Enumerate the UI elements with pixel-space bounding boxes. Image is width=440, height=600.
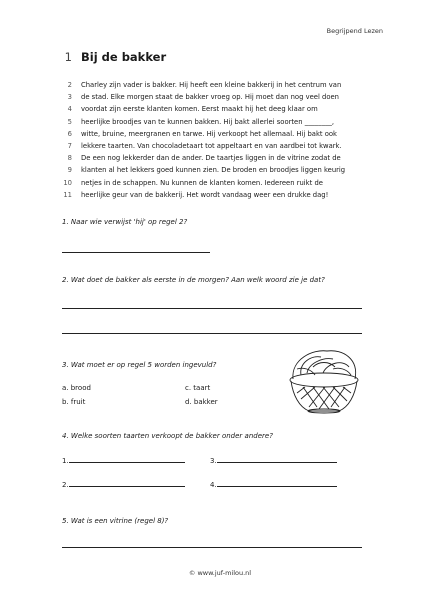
story-line — [62, 116, 382, 128]
line-text: witte, bruine, meergranen en tarwe. Hij verkoopt het allemaal. Hij bakt ook — [81, 129, 337, 138]
story-line — [62, 177, 382, 189]
page-title: Bij de bakker — [81, 50, 167, 64]
story-line — [62, 103, 382, 115]
blank-1-line[interactable] — [69, 456, 185, 463]
question-5: 5. Wat is een vitrine (regel 8)? — [62, 517, 169, 525]
line-text: netjes in de schappen. Nu kunnen de klanten komen. Iedereen ruikt de — [81, 178, 323, 187]
blank-1-label: 1. — [62, 457, 69, 465]
line-text: de stad. Elke morgen staat de bakker vroeg op. Hij moet dan nog veel doen — [81, 93, 339, 102]
blank-2[interactable] — [62, 480, 185, 489]
story-line — [62, 164, 382, 176]
answer-line-q2a[interactable] — [62, 308, 362, 309]
line-text: De een nog lekkerder dan de ander. De taartjes liggen in de vitrine zodat de — [81, 154, 341, 163]
line-number: 8 — [67, 154, 72, 163]
choice-b[interactable]: b. fruit — [62, 398, 86, 406]
line-number: 11 — [63, 190, 72, 199]
line-text: lekkere taarten. Van chocoladetaart tot appeltaart en van aardbei tot kwark. — [81, 141, 342, 150]
line-number: 10 — [63, 178, 72, 187]
question-4: 4. Welke soorten taarten verkoopt de bakker onder andere? — [62, 432, 273, 440]
question-2: 2. Wat doet de bakker als eerste in de morgen? Aan welk woord zie je dat? — [62, 276, 325, 284]
line-text: Charley zijn vader is bakker. Hij heeft een kleine bakkerij in het centrum van — [81, 81, 342, 89]
choice-d[interactable]: d. bakker — [185, 398, 218, 406]
bread-basket-icon — [283, 345, 365, 417]
story-line — [62, 152, 382, 164]
line-number: 7 — [67, 141, 72, 150]
blank-1[interactable] — [62, 456, 185, 465]
blank-4[interactable] — [210, 480, 337, 489]
line-text: heerlijke broodjes van te kunnen bakken. Hij bakt allerlei soorten ________, — [81, 117, 335, 126]
blank-2-label: 2. — [62, 481, 69, 489]
footer-copyright: © www.juf-milou.nl — [188, 569, 252, 577]
line-number: 9 — [67, 166, 72, 175]
story-text — [62, 79, 382, 201]
blank-3[interactable] — [210, 456, 337, 465]
title-line-number: 1 — [64, 50, 72, 64]
story-line — [62, 189, 382, 201]
blank-2-line[interactable] — [69, 480, 185, 487]
blank-4-line[interactable] — [217, 480, 337, 487]
header-label: Begrijpend Lezen — [326, 27, 383, 35]
line-text: heerlijke geur van de bakkerij. Het wordt vandaag weer een drukke dag! — [81, 190, 329, 199]
question-1: 1. Naar wie verwijst 'hij' op regel 2? — [62, 218, 188, 226]
line-number: 5 — [67, 117, 72, 126]
blank-3-label: 3. — [210, 457, 217, 465]
line-text: voordat zijn eerste klanten komen. Eerst maakt hij het deeg klaar om — [81, 105, 318, 114]
line-number: 6 — [67, 129, 72, 138]
line-text: klanten al het lekkers goed kunnen zien. De broden en broodjes liggen keurig — [81, 166, 346, 175]
answer-line-q2b[interactable] — [62, 333, 362, 334]
question-3: 3. Wat moet er op regel 5 worden ingevuld? — [62, 361, 217, 369]
story-line — [62, 140, 382, 152]
story-line — [62, 128, 382, 140]
line-number: 2 — [67, 81, 72, 89]
story-line — [62, 91, 382, 103]
story-line — [62, 79, 382, 91]
line-number: 4 — [67, 105, 72, 114]
answer-line-q5[interactable] — [62, 547, 362, 548]
line-number: 3 — [67, 93, 72, 102]
answer-line-q1[interactable] — [62, 252, 210, 253]
choice-c[interactable]: c. taart — [185, 384, 211, 392]
choice-a[interactable]: a. brood — [62, 384, 91, 392]
blank-3-line[interactable] — [217, 456, 337, 463]
blank-4-label: 4. — [210, 481, 217, 489]
